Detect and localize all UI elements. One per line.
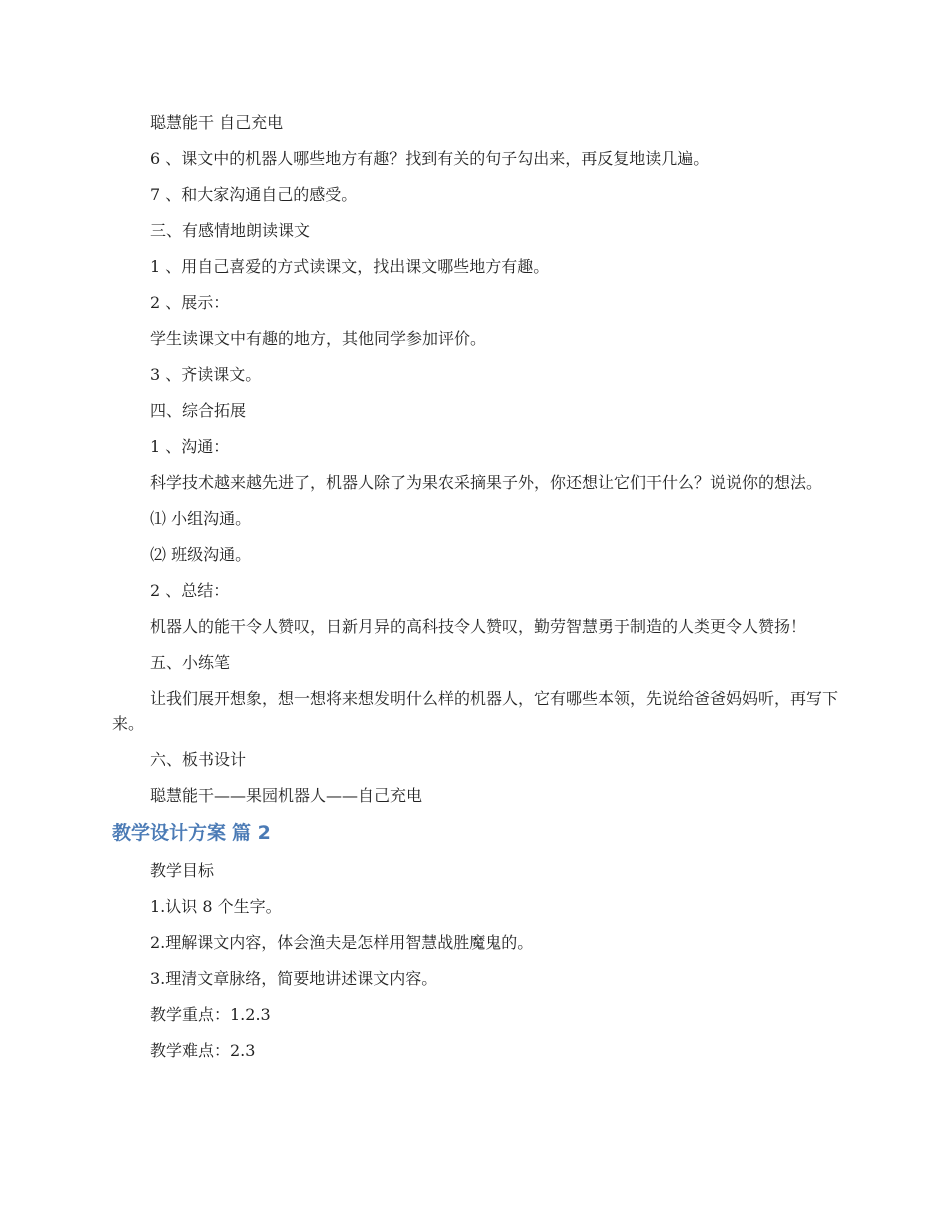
paragraph: 3.理清文章脉络，简要地讲述课文内容。: [150, 969, 438, 988]
section-subheading: 五、小练笔: [150, 653, 231, 672]
section-subheading: 三、有感情地朗读课文: [150, 221, 311, 240]
section-heading-title: 教学设计方案: [112, 822, 227, 844]
paragraph: 2.理解课文内容，体会渔夫是怎样用智慧战胜魔鬼的。: [150, 933, 534, 952]
section-heading-tag: 篇 2: [232, 822, 271, 844]
section-subheading: 教学目标: [150, 861, 215, 880]
paragraph: 2 、总结：: [150, 581, 230, 600]
paragraph: 6 、课文中的机器人哪些地方有趣？找到有关的句子勾出来，再反复地读几遍。: [150, 149, 710, 168]
paragraph: 机器人的能干令人赞叹，日新月异的高科技令人赞叹，勤劳智慧勇于制造的人类更令人赞扬！: [150, 617, 807, 636]
paragraph: 1 、沟通：: [150, 437, 230, 456]
paragraph: 3 、齐读课文。: [150, 365, 262, 384]
paragraph: 让我们展开想象，想一想将来想发明什么样的机器人，它有哪些本领，先说给爸爸妈妈听，再写下来。: [112, 689, 839, 733]
paragraph: 聪慧能干——果园机器人——自己充电: [150, 786, 423, 805]
section-heading: [112, 819, 840, 847]
document-body: [112, 110, 840, 1074]
section-subheading: 四、综合拓展: [150, 401, 247, 420]
paragraph: 学生读课文中有趣的地方，其他同学参加评价。: [150, 329, 487, 348]
paragraph: 教学难点：2.3: [150, 1041, 256, 1060]
paragraph: 教学重点：1.2.3: [150, 1005, 271, 1024]
paragraph: 聪慧能干 自己充电: [150, 113, 284, 132]
paragraph: 1.认识 8 个生字。: [150, 897, 282, 916]
paragraph: 科学技术越来越先进了，机器人除了为果农采摘果子外，你还想让它们干什么？说说你的想法。: [150, 473, 823, 492]
section-subheading: 六、板书设计: [150, 750, 247, 769]
paragraph: ⑴ 小组沟通。: [150, 509, 252, 528]
paragraph: 1 、用自己喜爱的方式读课文，找出课文哪些地方有趣。: [150, 257, 550, 276]
paragraph: 2 、展示：: [150, 293, 230, 312]
paragraph: ⑵ 班级沟通。: [150, 545, 252, 564]
paragraph: 7 、和大家沟通自己的感受。: [150, 185, 358, 204]
